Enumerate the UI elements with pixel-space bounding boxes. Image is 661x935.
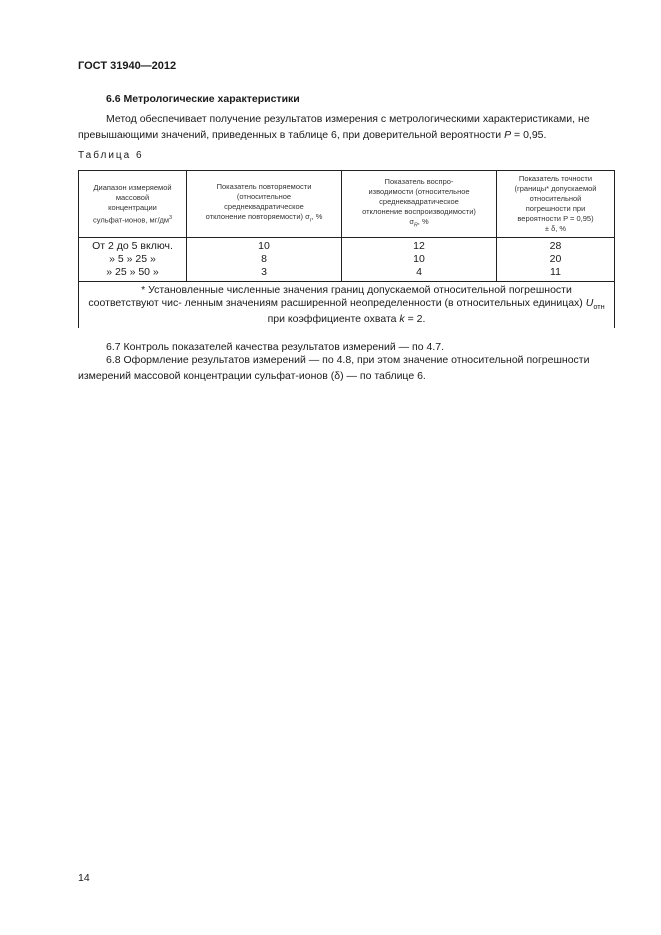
intro-p-symbol: P [504, 129, 512, 141]
page-number: 14 [78, 872, 90, 884]
header-repeatability: Показатель повторяемости (относительное среднеквадратическое отклонение повторяемости) $\sigma_r$, % [187, 171, 342, 238]
document-code: ГОСТ 31940—2012 [78, 60, 177, 72]
table-cell: 20 [549, 253, 562, 265]
paragraph-6-8 [78, 352, 618, 384]
table-cell: 12 [413, 240, 425, 252]
table-cell: » 25 » 50 » [106, 266, 159, 278]
paragraph-6-7: 6.7 Контроль показателей качества результатов измерений — по 4.7. [106, 341, 444, 353]
table-footnote: * Установленные численные значения границ допускаемой относительной погрешности соответствуют чис- ленным значениям расширенной неопределенности (в относительных единицах) $U_{отн}$ при коэффициенте охвата k = 2. [79, 282, 615, 329]
metrology-table [78, 170, 614, 328]
intro-line-2: превышающими значений, приведенных в таблице 6, при доверительной вероятности [78, 129, 502, 141]
intro-paragraph [78, 111, 618, 143]
section-title: 6.6 Метрологические характеристики [106, 93, 300, 105]
table-cell: От 2 до 5 включ. [92, 240, 173, 252]
header-accuracy: Показатель точности (границы* допускаемой относительной погрешности при вероятности P = 0,95) ± δ, % [497, 171, 615, 238]
table-cell: 3 [261, 266, 267, 278]
header-reproducibility: Показатель воспро- изводимости (относительное среднеквадратическое отклонение воспроизводимости) $\sigma_R$, % [342, 171, 497, 238]
table-cell: 4 [416, 266, 422, 278]
intro-line-1: Метод обеспечивает получение результатов измерения с метрологическими характеристиками, не [106, 113, 590, 125]
table-cell: 8 [261, 253, 267, 265]
table-data-block [79, 238, 615, 282]
table-caption: Таблица 6 [78, 150, 144, 161]
accuracy-column [497, 238, 615, 282]
paragraph-6-8-line-1: 6.8 Оформление результатов измерений — по 4.8, при этом значение относительной погрешности [106, 354, 590, 366]
table-cell: 10 [258, 240, 270, 252]
header-range: Диапазон измеряемой массовой концентрации сульфат-ионов, $мг/дм^3$ [79, 171, 187, 238]
paragraph-6-8-line-2: измерений массовой концентрации сульфат-ионов (δ) — по таблице 6. [78, 370, 426, 382]
table-cell: 11 [550, 266, 561, 278]
table-cell: » 5 » 25 » [109, 253, 156, 265]
range-column [79, 238, 187, 282]
table-cell: 10 [413, 253, 425, 265]
repeatability-column [187, 238, 342, 282]
intro-p-value: = 0,95. [511, 129, 547, 141]
reproducibility-column [342, 238, 497, 282]
table-cell: 28 [549, 240, 562, 252]
